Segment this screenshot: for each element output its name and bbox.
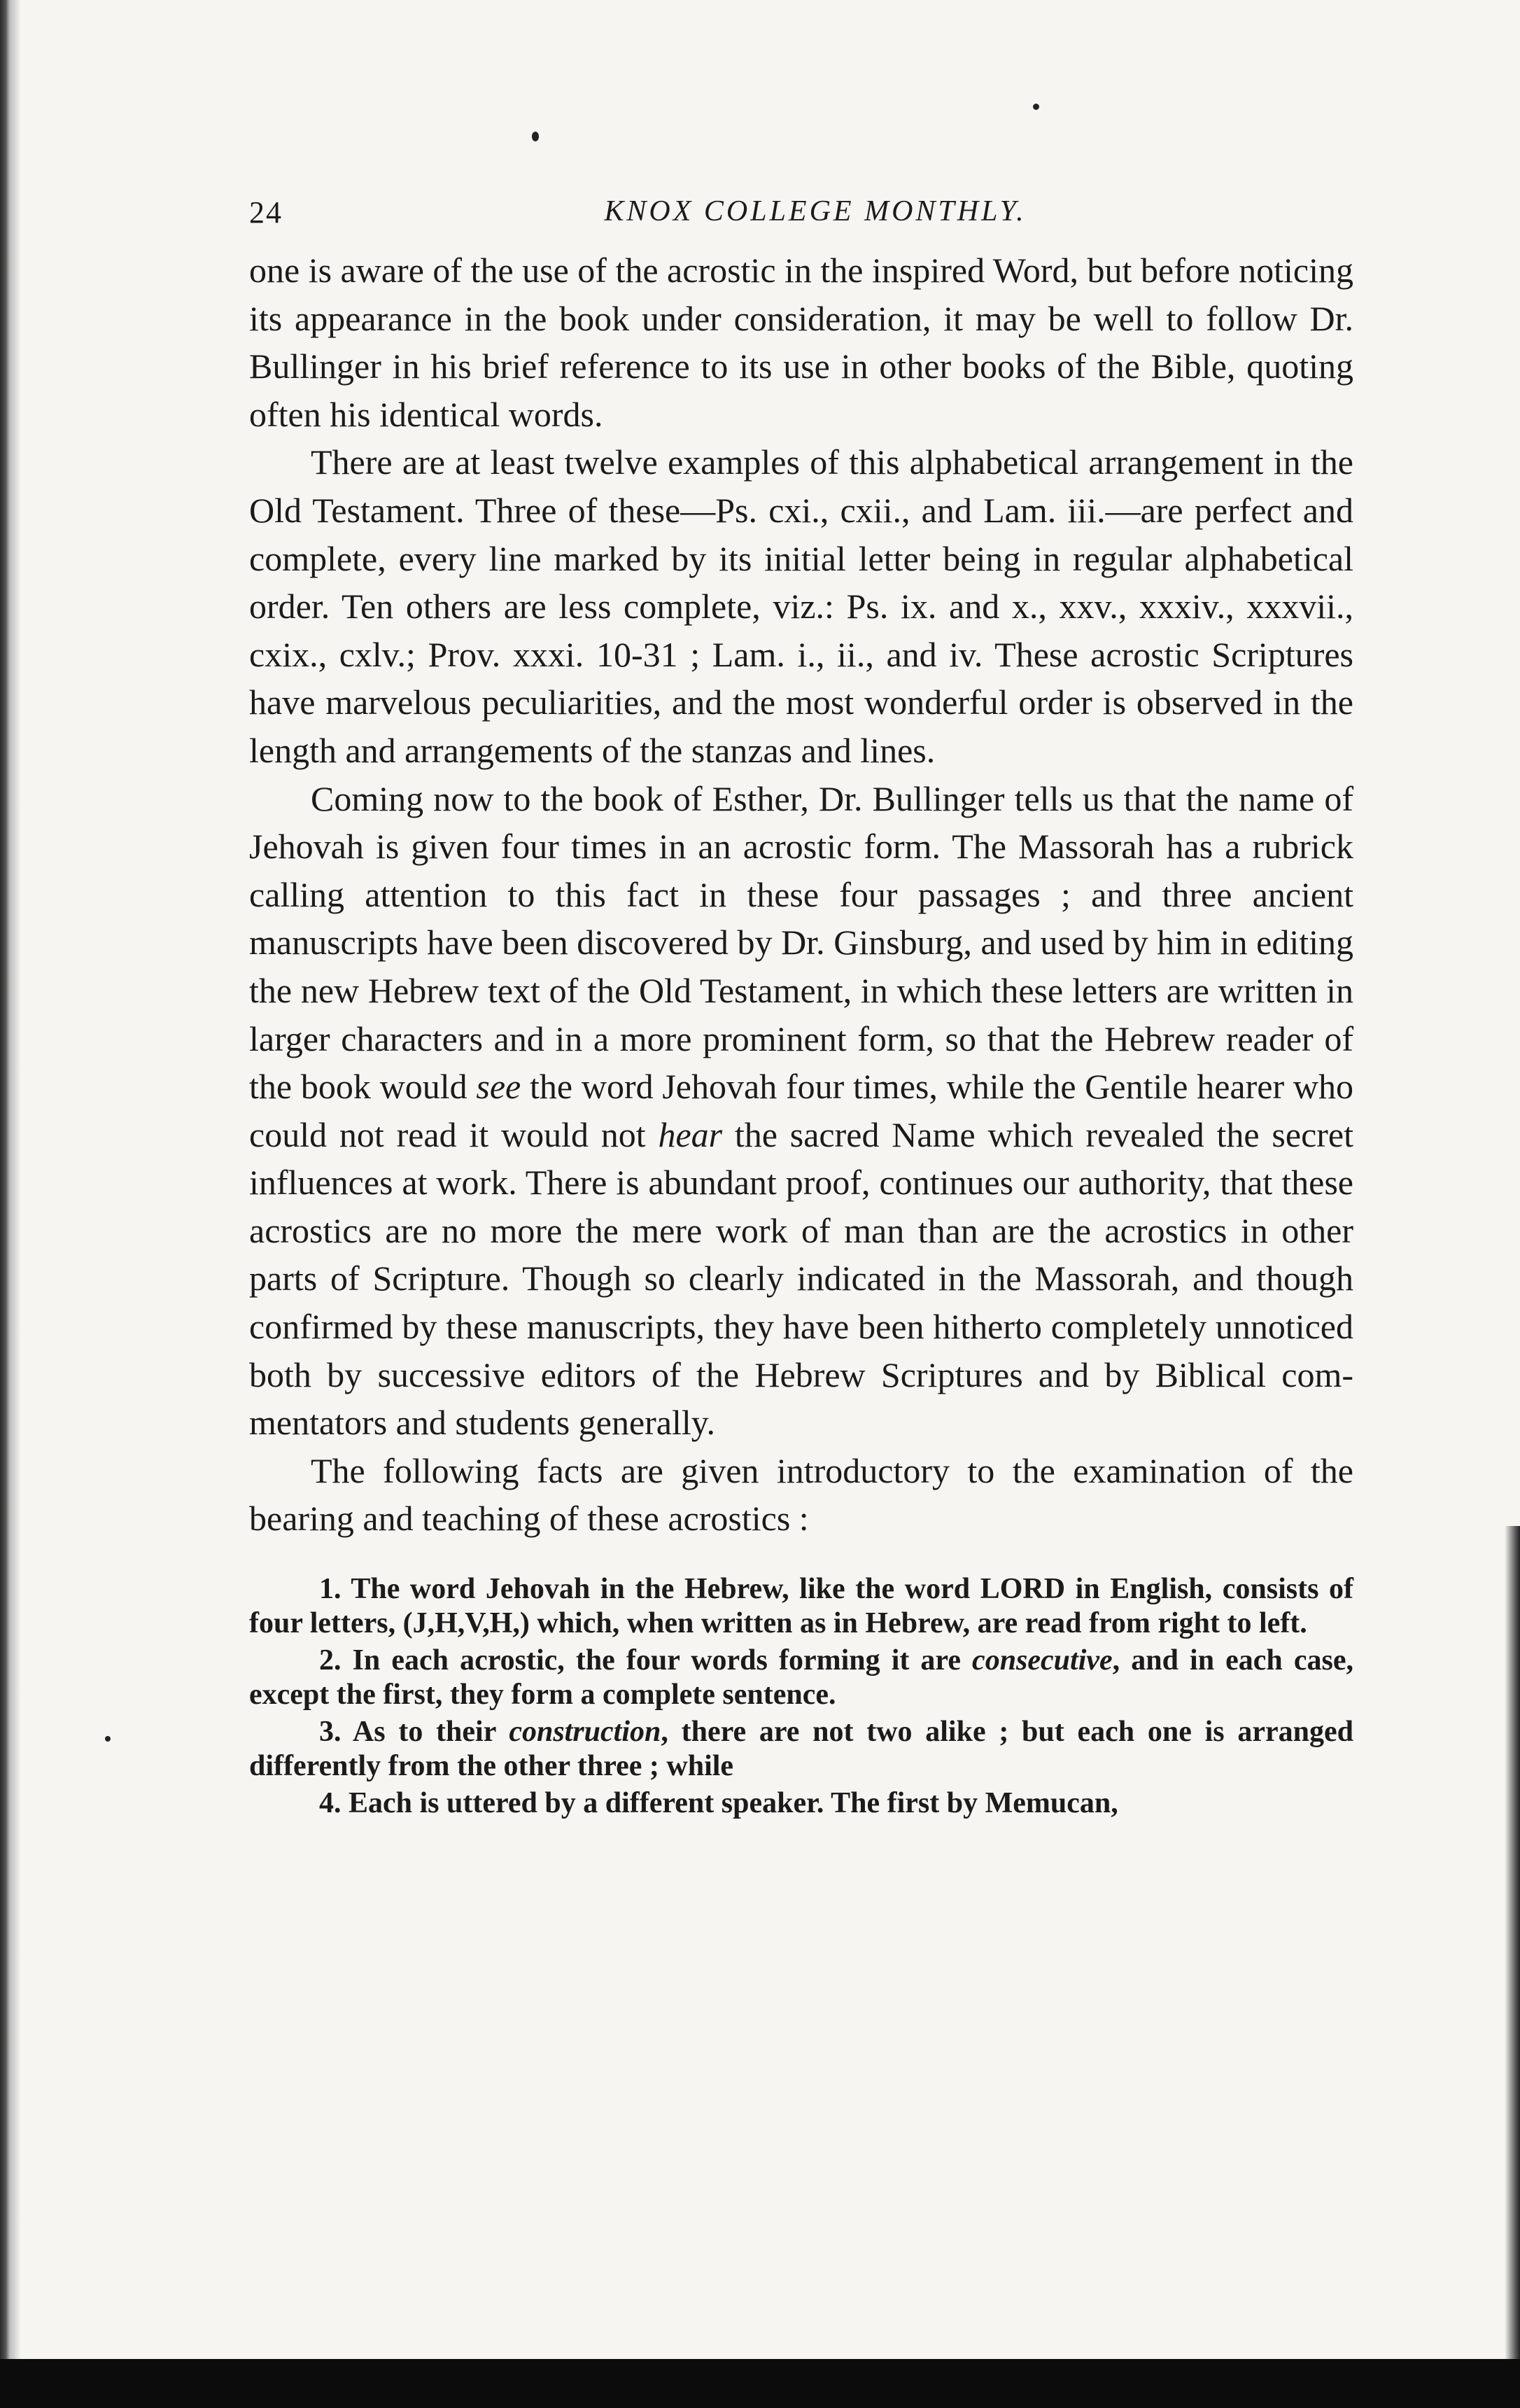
- ink-speck: [1033, 104, 1039, 110]
- emphasis-text: consecutive: [972, 1644, 1113, 1677]
- emphasis-text: see: [476, 1067, 521, 1107]
- text-run: There are at least twelve examples of this alphabetical arrangement in the Old Testament. Three of these—Ps. cxi., cxii., and Lam. iii.—are perfect and complete, every line marked by its initial letter being in regular alphabetical order. Ten others are less complete, viz.: Ps. ix. and x., xxv., xxxiv., xxxvii., cxix., cxlv.; Prov. xxxi. 10-31 ; Lam. i., ii., and iv. These acrostic Scriptures have marvelous peculiarities, and the most wonderful order is observed in the length and arrangements of the stanzas and lines.: [249, 442, 1353, 770]
- scan-left-edge: [0, 0, 24, 2408]
- emphasis-text: construction: [509, 1716, 661, 1749]
- scan-bottom-edge: [0, 2359, 1520, 2408]
- text-run: The following facts are given introductory to the examination of the bearing and teaching of these acrostics :: [249, 1450, 1353, 1539]
- numbered-note: [249, 1715, 1353, 1784]
- numbered-note: [249, 1786, 1353, 1821]
- numbered-note: [249, 1644, 1353, 1712]
- ink-speck: [532, 132, 539, 141]
- numbered-note: [249, 1572, 1353, 1641]
- text-run: 3. As to their: [319, 1716, 509, 1749]
- body-text: [249, 246, 1353, 1543]
- text-run: 1. The word Jehovah in the Hebrew, like the word LORD in English, consists of four letters, (J,H,V,H,) which, when written as in Hebrew, are read from right to left.: [249, 1573, 1353, 1640]
- scan-right-edge: [1503, 1526, 1520, 2394]
- ink-speck: [105, 1736, 111, 1742]
- emphasis-text: hear: [658, 1114, 723, 1154]
- text-run: one is aware of the use of the acrostic in the inspired Word, but before noticing its appearance in the book under consideration, it may be well to follow Dr. Bullinger in his brief reference to its use in other books of the Bible, quoting often his identical words.: [249, 251, 1353, 434]
- text-run: , and in each case, except the first, they form a complete sentence.: [249, 1644, 1353, 1712]
- paragraph: [249, 246, 1353, 438]
- text-run: , there are not two alike ; but each one is arranged differently from the other three ; while: [249, 1716, 1353, 1783]
- text-run: 2. In each acrostic, the four words forming it are: [319, 1644, 973, 1677]
- document-page: [249, 181, 1353, 1823]
- text-run: Coming now to the book of Esther, Dr. Bullinger tells us that the name of Jehovah is given four times in an acrostic form. The Massorah has a rubrick calling attention to this fact in these four passages ; and three ancient manuscripts have been discovered by Dr. Ginsburg, and used by him in editing the new Hebrew text of the Old Testament, in which these letters are written in larger characters and in a more prominent form, so that the Hebrew reader of the book would: [249, 778, 1353, 1107]
- paragraph: [249, 775, 1353, 1447]
- paragraph: [249, 1447, 1353, 1543]
- footnotes: [249, 1572, 1353, 1821]
- running-title: KNOX COLLEGE MONTHLY.: [604, 195, 1027, 227]
- page-number: 24: [249, 195, 283, 230]
- text-run: the word Jehovah four times, while the Gentile hearer who could not read it would not: [249, 1067, 1353, 1154]
- text-run: 4. Each is uttered by a different speaker. The first by Memucan,: [319, 1787, 1118, 1820]
- page-header: [249, 181, 1353, 237]
- text-run: the sacred Name which revealed the secret influences at work. There is abundant proof, continues our authority, that these acrostics are no more the mere work of man than are the acrostics in other parts of Scripture. Though so clearly indicated in the Massorah, and though confirmed by these manuscripts, they have been hitherto completely unnoticed both by successive editors of the Hebrew Scriptures and by Biblical commentators and students generally.: [249, 1114, 1353, 1443]
- paragraph: [249, 438, 1353, 774]
